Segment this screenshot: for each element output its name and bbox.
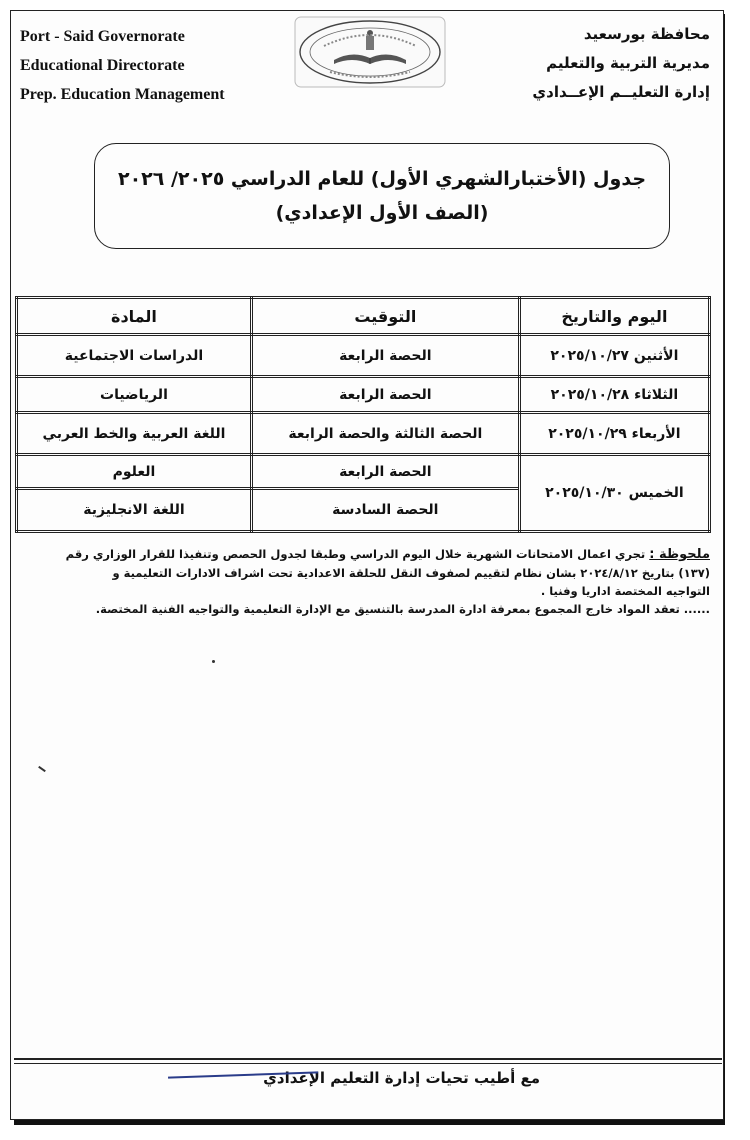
- title-box: [94, 143, 670, 249]
- note-line-1: [38, 545, 710, 564]
- cell-subject: العلوم: [17, 455, 252, 489]
- header-day-date: اليوم والتاريخ: [519, 298, 709, 335]
- cell-subject: اللغة العربية والخط العربي: [17, 413, 252, 455]
- note-text-1: تجري اعمال الامتحانات الشهرية خلال اليوم الدراسي وطبقا لجدول الحصص وتنفيذا للقرار الوزاري رقم: [65, 547, 646, 561]
- header-subject: المادة: [17, 298, 252, 335]
- cell-time: الحصة الرابعة: [251, 335, 519, 377]
- note-line-4: ...... تعقد المواد خارج المجموع بمعرفة ادارة المدرسة بالتنسيق مع الإدارة التعليمية والتواجيه الفنية المختصة.: [95, 602, 710, 616]
- speck: [212, 660, 215, 663]
- arabic-header: [480, 20, 710, 107]
- cell-time: الحصة الثالثة والحصة الرابعة: [251, 413, 519, 455]
- cell-time: الحصة الرابعة: [251, 377, 519, 413]
- note-label: ملحوظة :: [649, 547, 710, 562]
- english-header: [20, 22, 270, 109]
- footer-rule-thin: [14, 1063, 722, 1064]
- cell-subject: الرياضيات: [17, 377, 252, 413]
- footer-rule: [14, 1058, 722, 1060]
- table-header-row: [17, 298, 710, 335]
- cell-day: الثلاثاء ٢٠٢٥/١٠/٢٨: [519, 377, 709, 413]
- header-ar-line-3: إدارة التعليــم الإعــدادي: [532, 83, 710, 101]
- header-timing: التوقيت: [251, 298, 519, 335]
- title-line-2: (الصف الأول الإعدادي): [275, 202, 489, 224]
- exam-schedule-table: [15, 296, 711, 533]
- footer-greeting: مع أطيب تحيات إدارة التعليم الإعدادي: [263, 1069, 540, 1087]
- table-row: [17, 413, 710, 455]
- cell-subject: اللغة الانجليزية: [17, 489, 252, 532]
- cell-time: الحصة السادسة: [251, 489, 519, 532]
- cell-day: الأربعاء ٢٠٢٥/١٠/٢٩: [519, 413, 709, 455]
- cell-time: الحصة الرابعة: [251, 455, 519, 489]
- cell-subject: الدراسات الاجتماعية: [17, 335, 252, 377]
- header-ar-line-1: محافظة بورسعيد: [583, 25, 710, 43]
- header-en-line-2: Educational Directorate: [20, 57, 185, 74]
- header-en-line-1: Port - Said Governorate: [20, 28, 185, 45]
- table-row: [17, 335, 710, 377]
- cell-day: الأثنين ٢٠٢٥/١٠/٢٧: [519, 335, 709, 377]
- note-block: [38, 545, 710, 618]
- note-line-3: التواجيه المختصة اداريا وفنيا .: [540, 584, 710, 598]
- cell-day: الخميس ٢٠٢٥/١٠/٣٠: [519, 455, 709, 532]
- title-line-1: جدول (الأختبارالشهري الأول) للعام الدراسي ٢٠٢٥/ ٢٠٢٦: [117, 168, 647, 190]
- table-row: [17, 455, 710, 489]
- note-line-2: (١٣٧) بتاريخ ٢٠٢٤/٨/١٢ بشان نظام لتقييم لصفوف النقل للحلقة الاعدادية تحت اشراف الادارات التعليمية و: [112, 566, 710, 580]
- header-ar-line-2: مديرية التربية والتعليم: [546, 54, 710, 72]
- header-en-line-3: Prep. Education Management: [20, 86, 225, 103]
- table-row: [17, 377, 710, 413]
- directorate-logo: [294, 16, 446, 88]
